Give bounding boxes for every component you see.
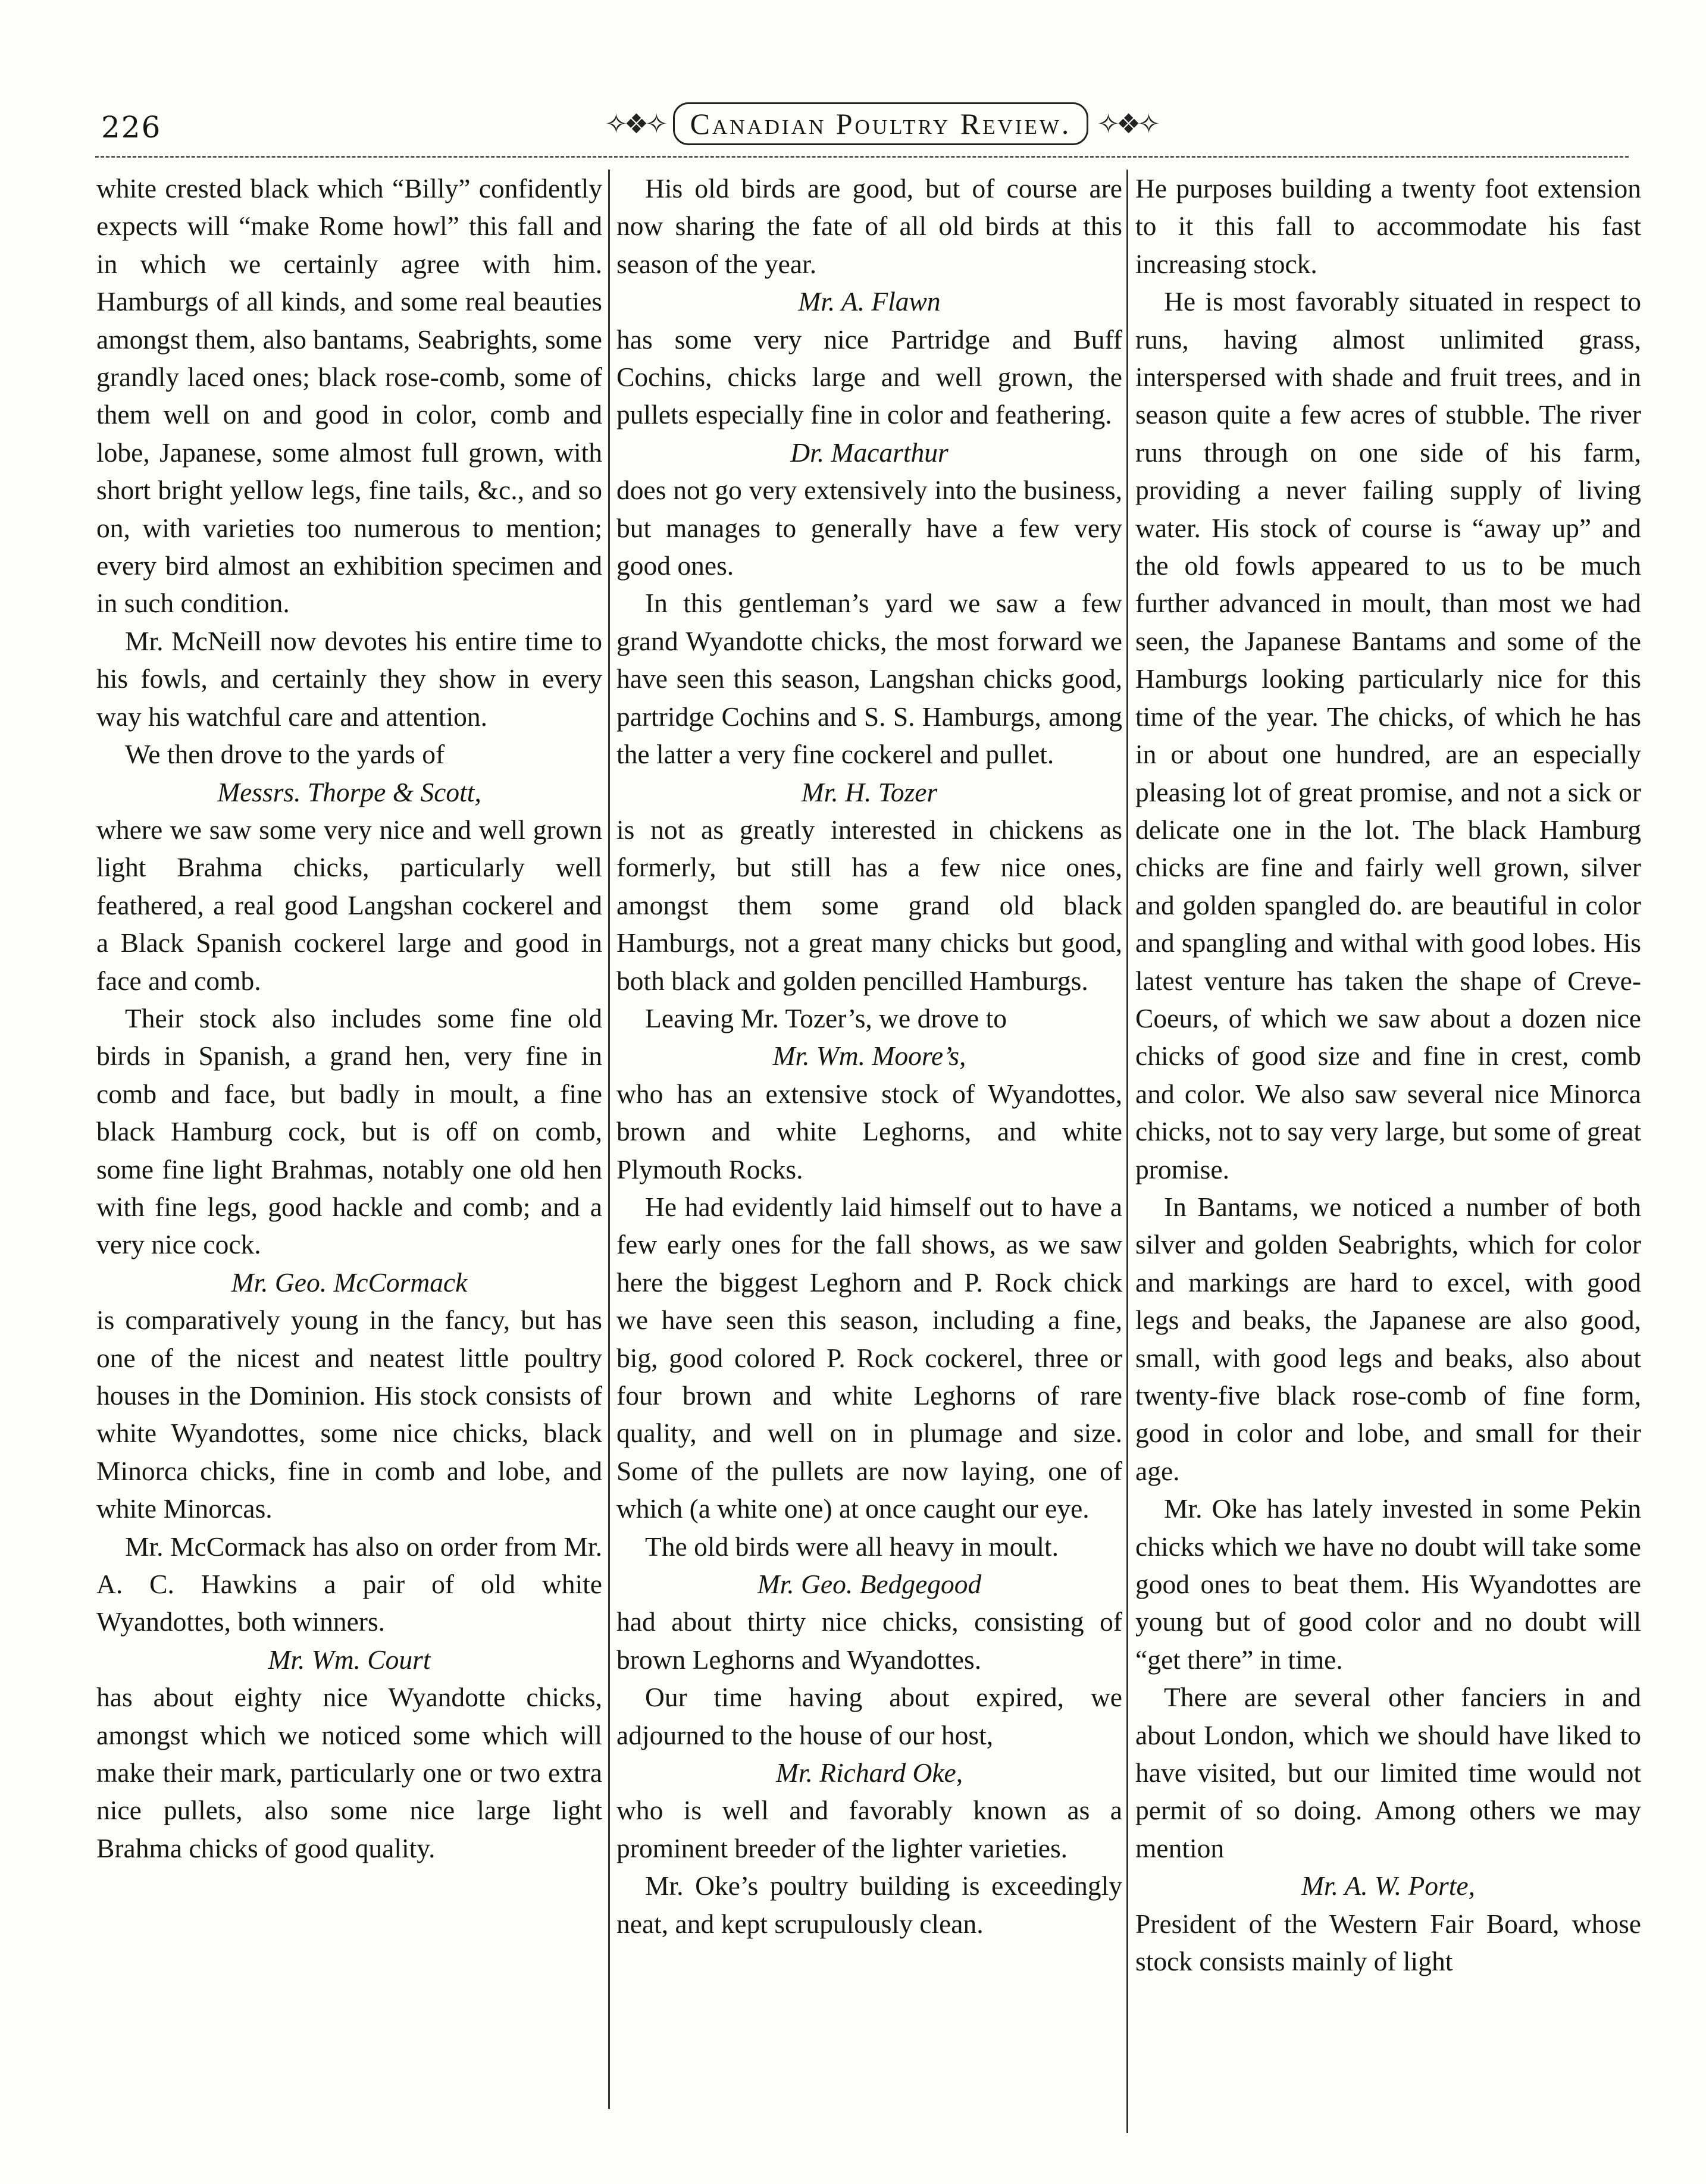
masthead xyxy=(595,95,1166,152)
page-number: 226 xyxy=(101,110,162,145)
article-paragraph: Mr. McCormack has also on order from Mr. A. C. Hawkins a pair of old white Wyandottes, both winners. xyxy=(96,1531,602,1637)
column-right xyxy=(1135,170,1641,2151)
breeder-heading: Dr. Macarthur xyxy=(790,437,949,468)
column-divider-right xyxy=(1126,170,1128,2133)
article-paragraph: His old birds are good, but of course are now sharing the fate of all old birds at this season of the year. xyxy=(616,173,1122,279)
breeder-heading: Messrs. Thorpe & Scott, xyxy=(217,776,481,807)
article-paragraph: who is well and favorably known as a prominent breeder of the lighter varieties. xyxy=(616,1795,1122,1863)
article-paragraph: He purposes building a twenty foot extension to it this fall to accommodate his fast increasing stock. xyxy=(1135,173,1641,279)
breeder-heading: Mr. A. Flawn xyxy=(798,286,941,317)
article-paragraph: Mr. Oke’s poultry building is exceedingly neat, and kept scrupulously clean. xyxy=(616,1870,1122,1939)
breeder-heading: Mr. Geo. Bedgegood xyxy=(757,1569,982,1600)
article-paragraph: is comparatively young in the fancy, but has one of the nicest and neatest little poultry houses in the Dominion. His stock consists of white Wyandottes, some nice chicks, black Minorca chicks, fine in comb and lobe, and white Minorcas. xyxy=(96,1305,602,1524)
article-paragraph: He had evidently laid himself out to have a few early ones for the fall shows, as we saw here the biggest Leghorn and P. Rock chick we have seen this season, including a fine, big, good colored P. Rock cockerel, three or four brown and white Leghorns of rare quality, and well on in plumage and size. Some of the pullets are now laying, one of which (a white one) at once caught our eye. xyxy=(616,1191,1122,1524)
header-rule xyxy=(95,156,1629,158)
article-paragraph: Mr. Oke has lately invested in some Pekin chicks which we have no doubt will take some good ones to beat them. His Wyandottes are young but of good color and no doubt will “get there” in time. xyxy=(1135,1493,1641,1675)
breeder-heading: Mr. Wm. Moore’s, xyxy=(772,1041,966,1071)
breeder-heading: Mr. A. W. Porte, xyxy=(1301,1870,1475,1901)
breeder-heading: Mr. Geo. McCormack xyxy=(231,1267,468,1298)
breeder-heading: Mr. H. Tozer xyxy=(801,776,938,807)
article-paragraph: does not go very extensively into the business, but manages to generally have a few very good ones. xyxy=(616,475,1122,581)
column-middle xyxy=(616,170,1122,2151)
breeder-heading: Mr. Richard Oke, xyxy=(775,1757,963,1788)
article-paragraph: He is most favorably situated in respect to runs, having almost unlimited grass, interspersed with shade and fruit trees, and in season quite a few acres of stubble. The river runs through on one side of his farm, providing a never failing supply of living water. His stock of course is “away up” and the old fowls appeared to us to be much further advanced in moult, than most we had seen, the Japanese Bantams and some of the Hamburgs looking particularly nice for this time of the year. The chicks, of which he has in or about one hundred, are an especially pleasing lot of great promise, and not a sick or delicate one in the lot. The black Hamburg chicks are fine and fairly well grown, silver and golden spangled do. are beautiful in color and spangling and withal with good lobes. His latest venture has taken the shape of Creve-Coeurs, of which we saw about a dozen nice chicks of good size and fine in crest, comb and color. We also saw several nice Minorca chicks, not to say very large, but some of great promise. xyxy=(1135,286,1641,1185)
column-left xyxy=(96,170,602,2151)
article-paragraph: where we saw some very nice and well grown light Brahma chicks, particularly well feathered, a real good Langshan cockerel and a Black Spanish cockerel large and good in face and comb. xyxy=(96,814,602,996)
article-paragraph: The old birds were all heavy in moult. xyxy=(645,1531,1059,1562)
article-paragraph: has some very nice Partridge and Buff Cochins, chicks large and well grown, the pullets especially fine in color and feathering. xyxy=(616,324,1122,430)
article-paragraph: We then drove to the yards of xyxy=(125,739,445,770)
article-paragraph: who has an extensive stock of Wyandottes, brown and white Leghorns, and white Plymouth Rocks. xyxy=(616,1078,1122,1185)
article-paragraph: is not as greatly interested in chickens as formerly, but still has a few nice ones, amongst them some grand old black Hamburgs, not a great many chicks but good, both black and golden pencilled Hamburgs. xyxy=(616,814,1122,996)
article-paragraph: Their stock also includes some fine old birds in Spanish, a grand hen, very fine in comb and face, but badly in moult, a fine black Hamburg cock, but is off on comb, some fine light Brahmas, notably one old hen with fine legs, good hackle and comb; and a very nice cock. xyxy=(96,1002,602,1260)
article-paragraph: white crested black which “Billy” confidently expects will “make Rome howl” this fall and in which we certainly agree with him. Hamburgs of all kinds, and some real beauties amongst them, also bantams, Seabrights, some grandly laced ones; black rose-comb, some of them well on and good in color, comb and lobe, Japanese, some almost full grown, with short bright yellow legs, fine tails, &c., and so on, with varieties too numerous to mention; every bird almost an exhibition specimen and in such condition. xyxy=(96,173,602,619)
left-ornament-icon: ✧❖✧ xyxy=(605,107,665,140)
article-paragraph: Mr. McNeill now devotes his entire time to his fowls, and certainly they show in every way his watchful care and attention. xyxy=(96,625,602,732)
article-paragraph: Leaving Mr. Tozer’s, we drove to xyxy=(645,1002,1007,1033)
breeder-heading: Mr. Wm. Court xyxy=(268,1644,431,1675)
masthead-title: Canadian Poultry Review. xyxy=(673,102,1089,145)
article-paragraph: President of the Western Fair Board, whose stock consists mainly of light xyxy=(1135,1908,1641,1977)
article-paragraph: had about thirty nice chicks, consisting of brown Leghorns and Wyandottes. xyxy=(616,1606,1122,1675)
article-paragraph: Our time having about expired, we adjourned to the house of our host, xyxy=(616,1682,1122,1750)
article-paragraph: In this gentleman’s yard we saw a few grand Wyandotte chicks, the most forward we have seen this season, Langshan chicks good, partridge Cochins and S. S. Hamburgs, among the latter a very fine cockerel and pullet. xyxy=(616,588,1122,770)
article-paragraph: There are several other fanciers in and about London, which we should have liked to have visited, but our limited time would not permit of so doing. Among others we may mention xyxy=(1135,1682,1641,1863)
column-divider-left xyxy=(608,170,610,2109)
article-paragraph: has about eighty nice Wyandotte chicks, amongst which we noticed some which will make their mark, particularly one or two extra nice pullets, also some nice large light Brahma chicks of good quality. xyxy=(96,1682,602,1863)
right-ornament-icon: ✧❖✧ xyxy=(1097,107,1157,140)
article-paragraph: In Bantams, we noticed a number of both silver and golden Seabrights, which for color and markings are hard to excel, with good legs and beaks, the Japanese are also good, small, with good legs and beaks, also about twenty-five black rose-comb of fine form, good in color and lobe, and small for their age. xyxy=(1135,1191,1641,1486)
